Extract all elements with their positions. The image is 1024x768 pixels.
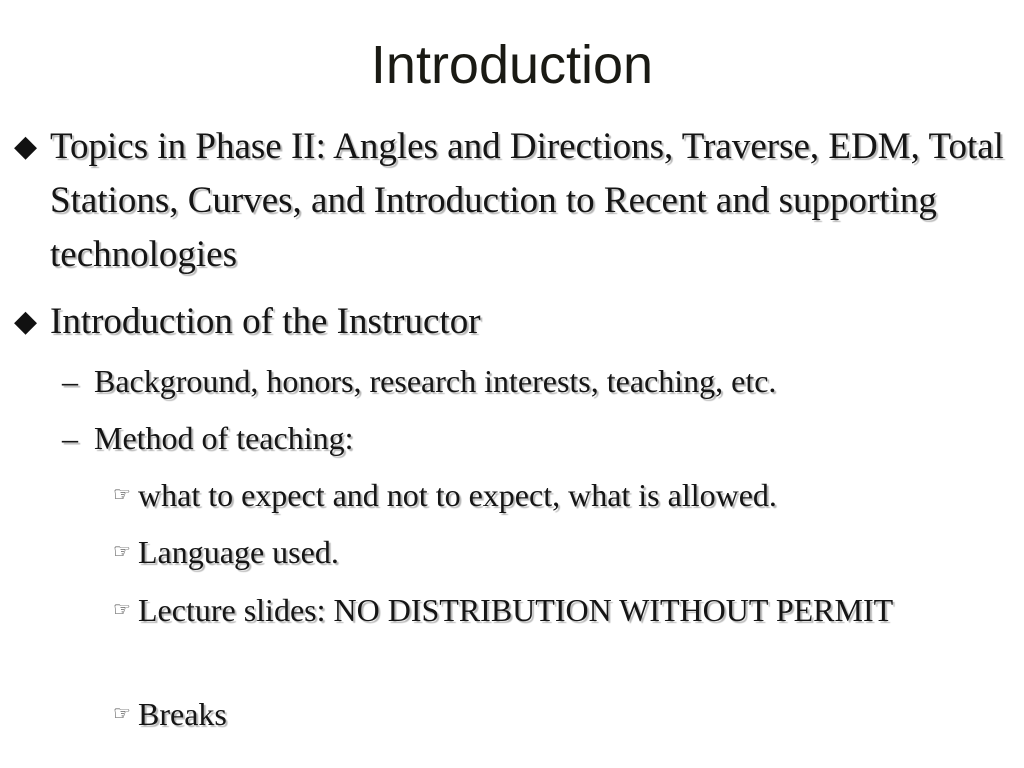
subitem-background [62,359,1002,403]
subitem-text: Method of teaching: [94,420,354,456]
dash-bullet-icon: – [62,420,78,456]
bullet-text: Topics in Phase II: Angles and Directions, Traverse, EDM, Total Stations, Curves, and Introduction to Recent and supporting technologies [50,126,1004,275]
pointing-hand-icon: ☞ [113,541,131,563]
bullet-text: Introduction of the Instructor [50,301,481,342]
bullet-item-instructor [14,295,1014,349]
pointing-hand-icon: ☞ [113,484,131,506]
diamond-bullet-icon: ◆ [14,305,38,338]
pointing-hand-icon: ☞ [113,599,131,621]
slide-title: Introduction [370,35,654,95]
pointing-hand-icon: ☞ [113,703,131,725]
subsubitem-slides [113,588,993,632]
diamond-bullet-icon: ◆ [14,130,38,163]
subsubitem-text: Language used. [138,534,339,570]
subsubitem-expect [113,473,993,517]
subitem-text: Background, honors, research interests, teaching, etc. [94,363,777,399]
dash-bullet-icon: – [62,363,78,399]
subitem-method [62,416,1002,460]
subsubitem-text: Breaks [138,696,227,732]
subsubitem-breaks [113,692,993,736]
bullet-item-topics [14,120,1014,282]
subsubitem-language [113,530,993,574]
subsubitem-text: what to expect and not to expect, what is allowed. [138,477,777,513]
subsubitem-text: Lecture slides: NO DISTRIBUTION WITHOUT PERMIT [138,592,894,628]
